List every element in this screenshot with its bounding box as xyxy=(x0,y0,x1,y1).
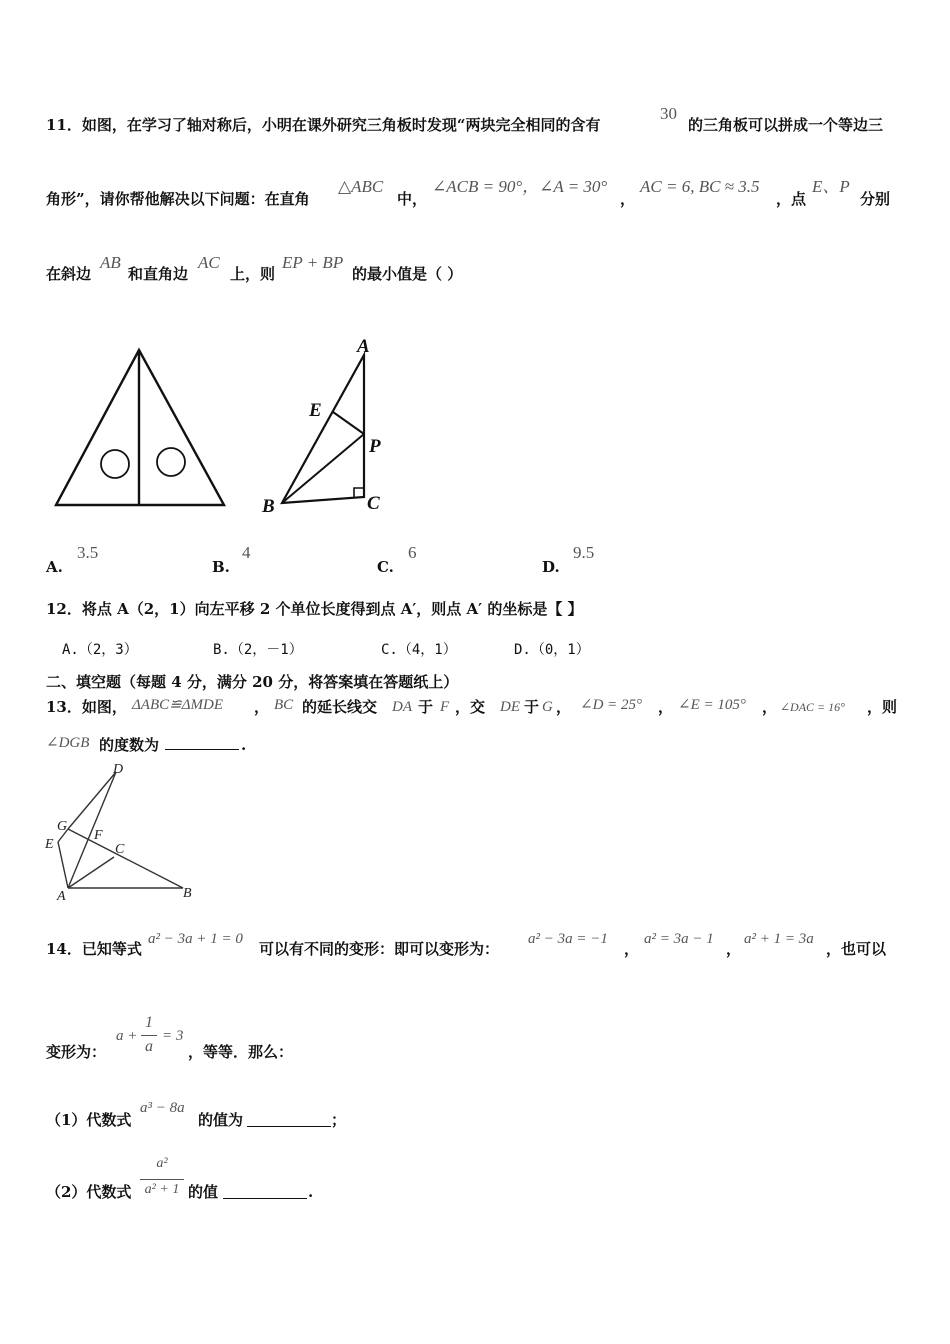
q14-math-form4-post: = 3 xyxy=(162,1028,184,1044)
q11-math-30: 30 xyxy=(660,104,677,123)
q11-math-ep-bp: EP + BP xyxy=(282,253,344,272)
q11-line2-text-b: 中， xyxy=(397,190,428,208)
fig1-label-p: P xyxy=(369,436,381,457)
q12-option-b[interactable]: B.（2，－1） xyxy=(213,642,303,658)
fig3-label-c: C xyxy=(115,842,125,857)
q11-option-c-letter[interactable]: C. xyxy=(377,558,394,576)
q14-math-equation: a² − 3a + 1 = 0 xyxy=(148,931,243,947)
fig1-label-c: C xyxy=(367,493,380,514)
fig3-label-f: F xyxy=(94,828,103,843)
q13-text-h: ， xyxy=(658,698,674,716)
q13-text-g: ， xyxy=(556,698,572,716)
q12-stem: 12．将点 A（2，1）向左平移 2 个单位长度得到点 A′，则点 A′ 的坐标是【 】 xyxy=(46,600,583,618)
q11-math-angles: ∠ACB = 90°，∠A = 30° xyxy=(432,177,608,196)
q13-math-bc: BC xyxy=(274,697,294,713)
q11-math-ab: AB xyxy=(100,253,121,272)
q11-line3-text-b: 和直角边 xyxy=(128,265,189,283)
q13-math-angle-dgb: ∠DGB xyxy=(46,735,90,751)
fig3-label-e: E xyxy=(45,837,54,852)
q14-part1-text-c: ； xyxy=(331,1111,347,1129)
q14-text-a: 14．已知等式 xyxy=(46,940,142,958)
q13-text-b: ， xyxy=(254,698,270,716)
q13-text-c: 的延长线交 xyxy=(302,698,378,716)
fig1-label-a: A xyxy=(357,336,370,357)
q14-math-form4-pre: a + xyxy=(116,1028,138,1044)
q14-text-b: 可以有不同的变形：即可以变形为： xyxy=(259,940,500,958)
q14-fraction-bar-2 xyxy=(140,1179,184,1180)
q14-part2-num: a² xyxy=(156,1156,168,1171)
q14-math-form4-den: a xyxy=(145,1038,153,1055)
segment-ea xyxy=(58,842,68,888)
q13-text-d: 于 xyxy=(418,698,434,716)
q11-line2-text-c: ， xyxy=(620,190,636,208)
q11-line2-text-a: 角形”，请你帮他解决以下问题：在直角 xyxy=(46,190,310,208)
segment-bg xyxy=(68,829,183,888)
q13-text-e: ，交 xyxy=(455,698,486,716)
q11-option-a-value: 3.5 xyxy=(77,543,99,562)
q13-text-a: 13．如图， xyxy=(46,698,127,716)
q11-line3-text-d: 的最小值是（ ） xyxy=(352,265,463,283)
q13-math-angle-e: ∠E = 105° xyxy=(678,697,746,713)
q14-text-f: 变形为： xyxy=(46,1043,107,1061)
fig1-label-e: E xyxy=(309,400,322,421)
q14-math-form4-num: 1 xyxy=(145,1014,153,1031)
segment-dg xyxy=(68,772,116,829)
q14-part1-answer-blank[interactable] xyxy=(247,1112,331,1127)
fig1-label-b: B xyxy=(262,496,275,517)
q11-option-d-letter[interactable]: D. xyxy=(542,558,560,576)
fig3-label-b: B xyxy=(183,886,192,901)
q13-math-congruent: ΔABC≌ΔMDE xyxy=(132,697,223,713)
q12-option-a[interactable]: A.（2，3） xyxy=(62,642,138,658)
q13-math-angle-d: ∠D = 25° xyxy=(580,697,643,713)
q13-text-k: 的度数为 xyxy=(99,736,160,754)
q13-text-f: 于 xyxy=(524,698,540,716)
q14-text-d: ， xyxy=(726,940,742,958)
q11-line1-text-a: 11．如图，在学习了轴对称后，小明在课外研究三角板时发现“两块完全相同的含有 xyxy=(46,116,601,134)
q11-math-triangle-abc: △ABC xyxy=(338,177,384,196)
q13-math-de: DE xyxy=(500,699,520,715)
q12-option-d[interactable]: D.（0，1） xyxy=(514,642,590,658)
q13-math-f: F xyxy=(440,699,450,715)
q11-math-sides: AC = 6, BC ≈ 3.5 xyxy=(640,177,760,196)
q13-math-g: G xyxy=(542,699,553,715)
section-2-heading: 二、填空题（每题 4 分，满分 20 分，将答案填在答题纸上） xyxy=(46,673,459,691)
fig3-label-d: D xyxy=(113,762,124,777)
q13-math-angle-dac: ∠DAC = 16° xyxy=(780,700,845,714)
q14-part2-text-a: （2）代数式 xyxy=(46,1183,132,1201)
q14-math-form3: a² + 1 = 3a xyxy=(744,931,814,947)
fig3-label-g: G xyxy=(57,819,68,834)
q11-line1-text-b: 的三角板可以拼成一个等边三 xyxy=(688,116,884,134)
q14-text-g: ，等等．那么： xyxy=(188,1043,294,1061)
q12-option-c[interactable]: C.（4，1） xyxy=(381,642,457,658)
q11-line2-text-e: 分别 xyxy=(860,190,891,208)
fig3-label-a: A xyxy=(57,889,66,904)
q13-text-j: ，则 xyxy=(867,698,898,716)
q13-math-da: DA xyxy=(392,699,412,715)
q14-text-e: ，也可以 xyxy=(826,940,887,958)
q11-line3-text-c: 上，则 xyxy=(230,265,276,283)
q14-part1-math: a³ − 8a xyxy=(140,1100,185,1116)
q11-math-ep: E、P xyxy=(812,177,850,196)
q11-option-d-value: 9.5 xyxy=(573,543,595,562)
q13-text-l: . xyxy=(241,736,247,754)
q14-part1-text-a: （1）代数式 xyxy=(46,1111,132,1129)
segment-da xyxy=(68,772,116,888)
q11-math-ac: AC xyxy=(198,253,220,272)
q14-math-form2: a² = 3a − 1 xyxy=(644,931,714,947)
q13-text-i: ， xyxy=(762,698,778,716)
q14-text-c: ， xyxy=(624,940,640,958)
q14-part2-den: a² + 1 xyxy=(144,1182,180,1197)
q14-part2-text-c: . xyxy=(308,1183,314,1201)
q11-line2-text-d: ，点 xyxy=(776,190,807,208)
q14-part2-answer-blank[interactable] xyxy=(223,1184,307,1199)
q14-fraction-bar-1 xyxy=(141,1035,157,1036)
q14-part1-text-b: 的值为 xyxy=(198,1111,244,1129)
q14-math-form1: a² − 3a = −1 xyxy=(528,931,608,947)
q11-option-a-letter[interactable]: A. xyxy=(46,558,63,576)
q11-option-b-letter[interactable]: B. xyxy=(212,558,230,576)
q14-part2-text-b: 的值 xyxy=(188,1183,219,1201)
q11-option-b-value: 4 xyxy=(242,543,251,562)
q11-option-c-value: 6 xyxy=(408,543,417,562)
q11-line3-text-a: 在斜边 xyxy=(46,265,92,283)
